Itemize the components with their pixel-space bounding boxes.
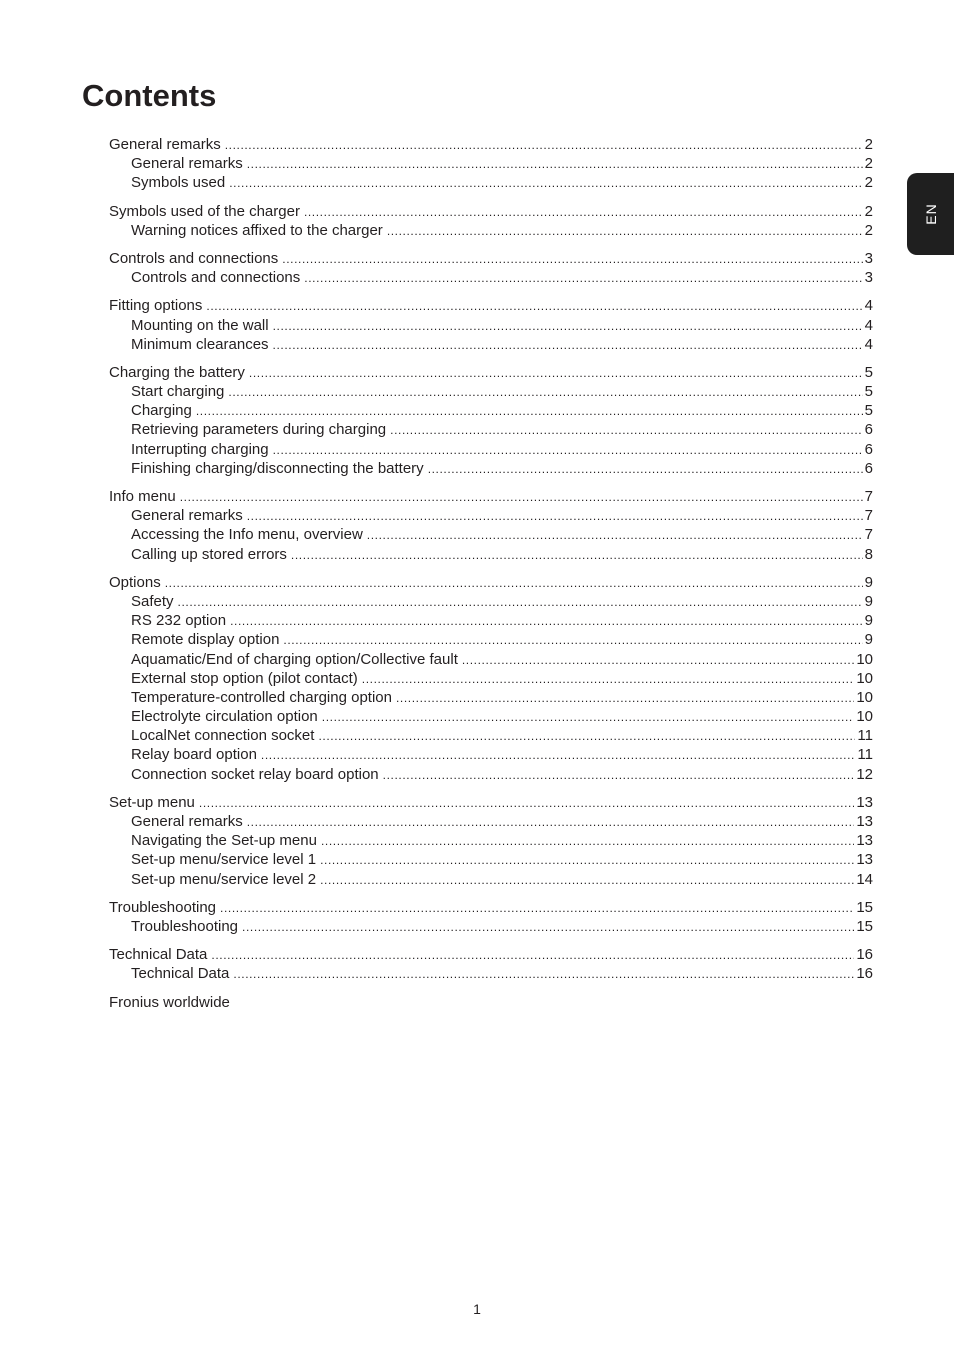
toc-leader-dots [367,525,863,544]
toc-entry-page: 11 [857,746,873,764]
toc-entry-label: General remarks [131,155,243,173]
toc-leader-dots [211,945,854,964]
toc-entry-page: 2 [864,155,873,173]
toc-subentry[interactable] [109,964,873,983]
toc-subentry[interactable] [109,401,873,420]
toc-entry-page: 15 [856,898,873,916]
toc-entry-page: 2 [864,174,873,192]
toc-subentry[interactable] [109,850,873,869]
toc-entry-label: Set-up menu [109,793,195,811]
toc-leader-dots [320,850,854,869]
toc-leader-dots [165,573,863,592]
toc-leader-dots [242,917,854,936]
toc-entry[interactable] [109,993,873,1012]
toc-subentry[interactable] [109,525,873,544]
toc-leader-dots [283,630,862,649]
toc-entry-label: General remarks [131,813,243,830]
toc-entry-page: 4 [864,297,873,315]
toc-subentry[interactable] [109,154,873,173]
toc-entry-label: External stop option (pilot contact) [131,669,358,687]
toc-leader-dots [322,707,855,726]
toc-leader-dots [206,296,862,315]
toc-leader-dots [318,726,855,745]
toc-group [109,487,873,564]
toc-entry-label: Options [109,573,161,591]
toc-subentry[interactable] [109,917,873,936]
toc-entry-label: Remote display option [131,631,280,649]
toc-entry-label: Technical Data [109,946,208,964]
toc-entry-label: Finishing charging/disconnecting the battery [131,459,424,477]
toc-entry-page: 16 [856,965,873,983]
toc-entry-label: Navigating the Set-up menu [131,832,317,850]
toc-entry-page: 11 [857,727,873,745]
toc-subentry[interactable] [109,268,873,287]
toc-entry-page: 13 [856,813,873,830]
toc-group [109,898,873,936]
toc-entry-label: Warning notices affixed to the charger [131,221,383,239]
toc-entry-page: 14 [856,870,873,888]
toc-entry-label: Electrolyte circulation option [131,708,318,726]
toc-leader-dots [220,898,854,917]
toc-entry-label: Fronius worldwide [109,993,230,1011]
toc-leader-dots [462,650,854,669]
toc-group [109,296,873,354]
toc-leader-dots [321,831,854,850]
toc-entry-label: Start charging [131,383,225,401]
toc-entry-page: 9 [864,631,873,649]
toc-entry-page: 2 [864,221,873,239]
toc-subentry[interactable] [109,630,873,649]
toc-subentry[interactable] [109,745,873,764]
toc-entry-label: Temperature-controlled charging option [131,688,392,706]
toc-entry[interactable] [109,573,873,592]
toc-entry-label: Aquamatic/End of charging option/Collective fault [131,650,458,668]
language-tab [907,173,954,255]
toc-leader-dots [261,745,856,764]
toc-group [109,135,873,193]
toc-entry-label: LocalNet connection socket [131,727,315,745]
toc-subentry[interactable] [109,726,873,745]
toc-entry-page: 6 [864,440,873,458]
toc-subentry[interactable] [109,440,873,459]
toc-entry-label: Charging [131,402,192,420]
toc-entry-label: General remarks [131,507,243,525]
toc-leader-dots [390,420,863,439]
toc-leader-dots [178,592,863,611]
toc-entry-label: Minimum clearances [131,335,269,353]
toc-leader-dots [273,335,863,354]
toc-subentry[interactable] [109,382,873,401]
toc-leader-dots [387,221,863,240]
toc-entry-page: 8 [864,545,873,563]
toc-leader-dots [273,316,863,335]
toc-entry[interactable] [109,202,873,221]
toc-subentry[interactable] [109,592,873,611]
toc-entry-label: Set-up menu/service level 2 [131,870,317,888]
toc-entry-label: Mounting on the wall [131,316,269,334]
toc-entry-page: 10 [856,669,873,687]
toc-entry-label: Accessing the Info menu, overview [131,526,363,544]
toc-entry-page: 5 [864,402,873,420]
toc-leader-dots [196,401,863,420]
toc-leader-dots [428,459,863,478]
toc-group [109,249,873,287]
toc-entry[interactable] [109,487,873,506]
toc-entry-label: Symbols used [131,174,226,192]
toc-leader-dots [180,487,863,506]
toc-entry-label: Troubleshooting [109,898,217,916]
toc-entry-label: Fitting options [109,297,203,315]
toc-entry-page: 2 [864,136,873,153]
toc-subentry[interactable] [109,870,873,889]
toc-entry-label: Safety [131,592,174,610]
toc-entry-label: Set-up menu/service level 1 [131,851,317,869]
toc-entry-page: 5 [864,363,873,381]
toc-leader-dots [320,870,854,889]
toc-group [109,363,873,478]
toc-entry[interactable] [109,363,873,382]
toc-subentry[interactable] [109,506,873,525]
toc-entry-label: Symbols used of the charger [109,202,300,220]
toc-entry-page: 4 [864,316,873,334]
toc-entry-page: 12 [856,765,873,783]
toc-subentry[interactable] [109,173,873,192]
toc-subentry[interactable] [109,831,873,850]
toc-leader-dots [230,611,863,630]
toc-leader-dots [233,964,854,983]
toc-entry-label: General remarks [109,136,221,153]
toc-group [109,993,873,1012]
toc-leader-dots [247,154,863,173]
toc-entry-page: 6 [864,421,873,439]
toc-entry-label: Relay board option [131,746,257,764]
toc-subentry[interactable] [109,221,873,240]
toc-subentry[interactable] [109,765,873,784]
toc-subentry[interactable] [109,545,873,564]
toc-entry-label: RS 232 option [131,612,227,630]
toc-subentry[interactable] [109,707,873,726]
toc-leader-dots [304,268,862,287]
toc-leader-dots [225,135,863,154]
toc-entry-label: Calling up stored errors [131,545,287,563]
language-tab-label: EN [922,203,939,225]
toc-entry-page: 16 [856,946,873,964]
toc-entry-label: Controls and connections [131,269,301,287]
toc-entry-label: Interrupting charging [131,440,269,458]
toc-entry[interactable] [109,135,873,154]
toc-subentry[interactable] [109,420,873,439]
toc-subentry[interactable] [109,650,873,669]
toc-entry-page: 13 [856,832,873,850]
toc-entry-page: 2 [864,202,873,220]
toc-subentry[interactable] [109,459,873,478]
toc-subentry[interactable] [109,335,873,354]
toc-entry[interactable] [109,249,873,268]
toc-entry-page: 7 [864,507,873,525]
toc-subentry[interactable] [109,316,873,335]
toc-entry[interactable] [109,793,873,812]
table-of-contents [109,135,873,1021]
toc-entry-label: Connection socket relay board option [131,765,379,783]
toc-leader-dots [273,440,863,459]
page-title: Contents [82,78,217,113]
toc-entry-page: 13 [856,851,873,869]
toc-entry-label: Troubleshooting [131,917,239,935]
toc-leader-dots [396,688,854,707]
toc-entry-label: Controls and connections [109,249,279,267]
toc-leader-dots [291,545,863,564]
toc-entry[interactable] [109,898,873,917]
toc-entry-page: 4 [864,335,873,353]
toc-entry[interactable] [109,296,873,315]
toc-entry-page: 7 [864,488,873,505]
toc-entry-page: 9 [864,573,873,591]
toc-group [109,202,873,240]
toc-leader-dots [247,506,863,525]
toc-entry-page: 13 [856,793,873,811]
toc-subentry[interactable] [109,688,873,707]
toc-entry-page: 9 [864,612,873,630]
page-number: 1 [473,1301,481,1317]
toc-leader-dots [362,669,855,688]
toc-group [109,945,873,983]
toc-entry-label: Technical Data [131,965,230,983]
toc-entry-page: 9 [864,592,873,610]
toc-leader-dots [249,363,863,382]
toc-entry-page: 15 [856,917,873,935]
toc-subentry[interactable] [109,812,873,831]
toc-entry[interactable] [109,945,873,964]
toc-entry-page: 3 [864,269,873,287]
toc-entry-page: 10 [856,688,873,706]
toc-group [109,573,873,784]
toc-entry-page: 6 [864,459,873,477]
toc-entry-label: Info menu [109,488,176,505]
toc-entry-page: 10 [856,708,873,726]
toc-entry-label: Charging the battery [109,363,245,381]
toc-leader-dots [247,812,855,831]
toc-entry-page: 10 [856,650,873,668]
toc-leader-dots [304,202,863,221]
toc-entry-page: 7 [864,526,873,544]
toc-leader-dots [228,382,862,401]
toc-subentry[interactable] [109,669,873,688]
toc-group [109,793,873,889]
toc-entry-label: Retrieving parameters during charging [131,421,387,439]
toc-leader-dots [199,793,854,812]
toc-leader-dots [229,173,862,192]
toc-entry-page: 5 [864,383,873,401]
toc-leader-dots [282,249,862,268]
toc-entry-page: 3 [864,249,873,267]
toc-subentry[interactable] [109,611,873,630]
toc-leader-dots [383,765,855,784]
